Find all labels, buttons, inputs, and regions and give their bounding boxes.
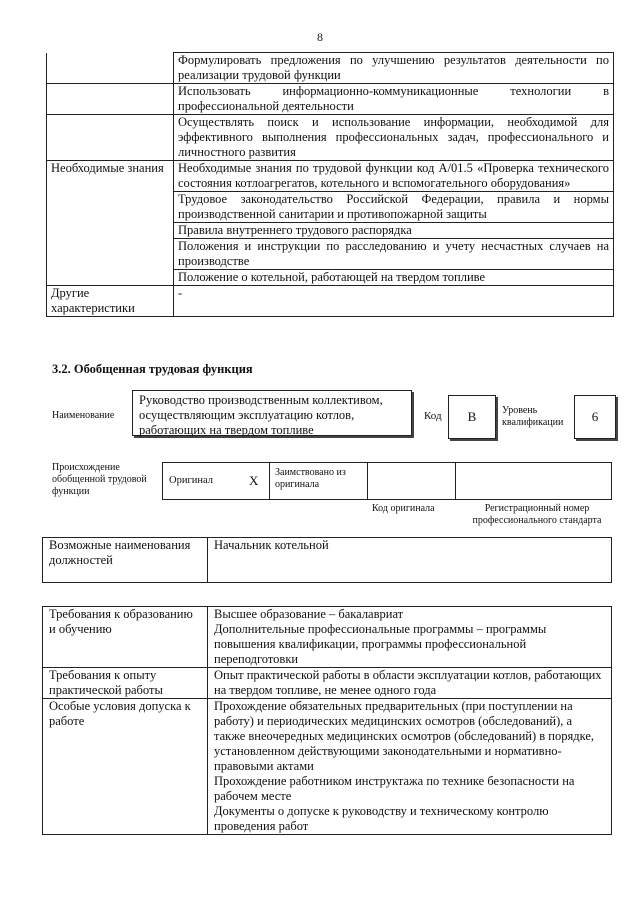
- empty-label-cell: [47, 84, 174, 115]
- borrowed-label: Заимствовано из оригинала: [275, 467, 346, 490]
- knowledge-item: Положения и инструкции по расследованию и учету несчастных случаев на производстве: [174, 239, 614, 270]
- skill-item: Осуществлять поиск и использование информации, необходимой для эффективного выполнения профессиональных задач, профессионального и личностного развития: [174, 115, 614, 161]
- requirement-line: Прохождение работником инструктажа по технике безопасности на рабочем месте: [214, 774, 575, 803]
- code-box: [448, 395, 496, 439]
- divider: [455, 463, 456, 500]
- knowledge-item: Необходимые знания по трудовой функции код А/01.5 «Проверка технического состояния котлоагрегатов, котельного и вспомогательного оборудования»: [174, 161, 614, 192]
- original-label: Оригинал: [169, 475, 213, 486]
- skill-item: Использовать информационно-коммуникационные технологии в профессиональной деятельности: [174, 84, 614, 115]
- function-name-box: [132, 390, 412, 436]
- table-row: [43, 668, 612, 699]
- table-row: [47, 161, 614, 192]
- positions-value: Начальник котельной: [208, 538, 612, 583]
- level-label: Уровень квалификации: [502, 405, 564, 428]
- requirements-table: [42, 606, 612, 835]
- requirement-line: Прохождение обязательных предварительных (при поступлении на работу) и периодических медицинских осмотров (обследований), а также внеочередных медицинских осмотров (обследований) в порядке, установленном действующими законодательными и нормативно-правовыми актами: [214, 699, 595, 773]
- knowledge-item: Положение о котельной, работающей на твердом топливе: [174, 270, 614, 286]
- origin-label: Происхождение обобщенной трудовой функции: [52, 462, 147, 497]
- code-label: Код: [424, 410, 442, 422]
- experience-requirements-value: [208, 668, 612, 699]
- origin-table: [162, 462, 612, 500]
- code-value: B: [467, 409, 477, 424]
- section-title: 3.2. Обобщенная трудовая функция: [52, 362, 253, 376]
- other-characteristics-value: -: [174, 286, 614, 317]
- requirement-line: Дополнительные профессиональные программы – программы повышения квалификации, программы профессиональной переподготовки: [214, 622, 547, 666]
- education-requirements-label: Требования к образованию и обучению: [43, 607, 208, 668]
- table-row: [43, 538, 612, 583]
- page-number: 8: [317, 30, 323, 44]
- table-row: [43, 607, 612, 668]
- requirement-line: Высшее образование – бакалавриат: [214, 607, 404, 621]
- knowledge-label: Необходимые знания: [47, 161, 174, 286]
- special-conditions-value: [208, 699, 612, 835]
- special-conditions-label: Особые условия допуска к работе: [43, 699, 208, 835]
- education-requirements-value: [208, 607, 612, 668]
- function-name-value: Руководство производственным коллективом, осуществляющим эксплуатацию котлов, работающих на твердом топливе: [139, 393, 383, 437]
- knowledge-item: Правила внутреннего трудового распорядка: [174, 223, 614, 239]
- empty-label-cell: [47, 115, 174, 161]
- empty-label-cell: [47, 53, 174, 84]
- origin-code-caption: Код оригинала: [372, 503, 435, 514]
- name-label: Наименование: [52, 410, 115, 421]
- other-characteristics-label: Другие характеристики: [47, 286, 174, 317]
- skills-knowledge-table: [46, 52, 614, 317]
- table-row: [47, 84, 614, 115]
- level-value: 6: [591, 409, 599, 424]
- requirement-line: Документы о допуске к руководству и техническому контролю проведения работ: [214, 804, 549, 833]
- experience-requirements-label: Требования к опыту практической работы: [43, 668, 208, 699]
- table-row: [43, 699, 612, 835]
- table-row: [47, 286, 614, 317]
- knowledge-item: Трудовое законодательство Российской Федерации, правила и нормы производственной санитарии и противопожарной защиты: [174, 192, 614, 223]
- requirement-line: Опыт практической работы в области эксплуатации котлов, работающих на твердом топливе, не менее одного года: [214, 668, 602, 697]
- table-row: [47, 53, 614, 84]
- positions-label: Возможные наименования должностей: [43, 538, 208, 583]
- reg-number-caption: Регистрационный номер профессионального стандарта: [472, 503, 602, 526]
- divider: [269, 463, 270, 500]
- positions-table: [42, 537, 612, 583]
- skill-item: Формулировать предложения по улучшению результатов деятельности по реализации трудовой функции: [174, 53, 614, 84]
- divider: [367, 463, 368, 500]
- original-mark: X: [249, 473, 259, 488]
- level-box: [574, 395, 616, 439]
- table-row: [47, 115, 614, 161]
